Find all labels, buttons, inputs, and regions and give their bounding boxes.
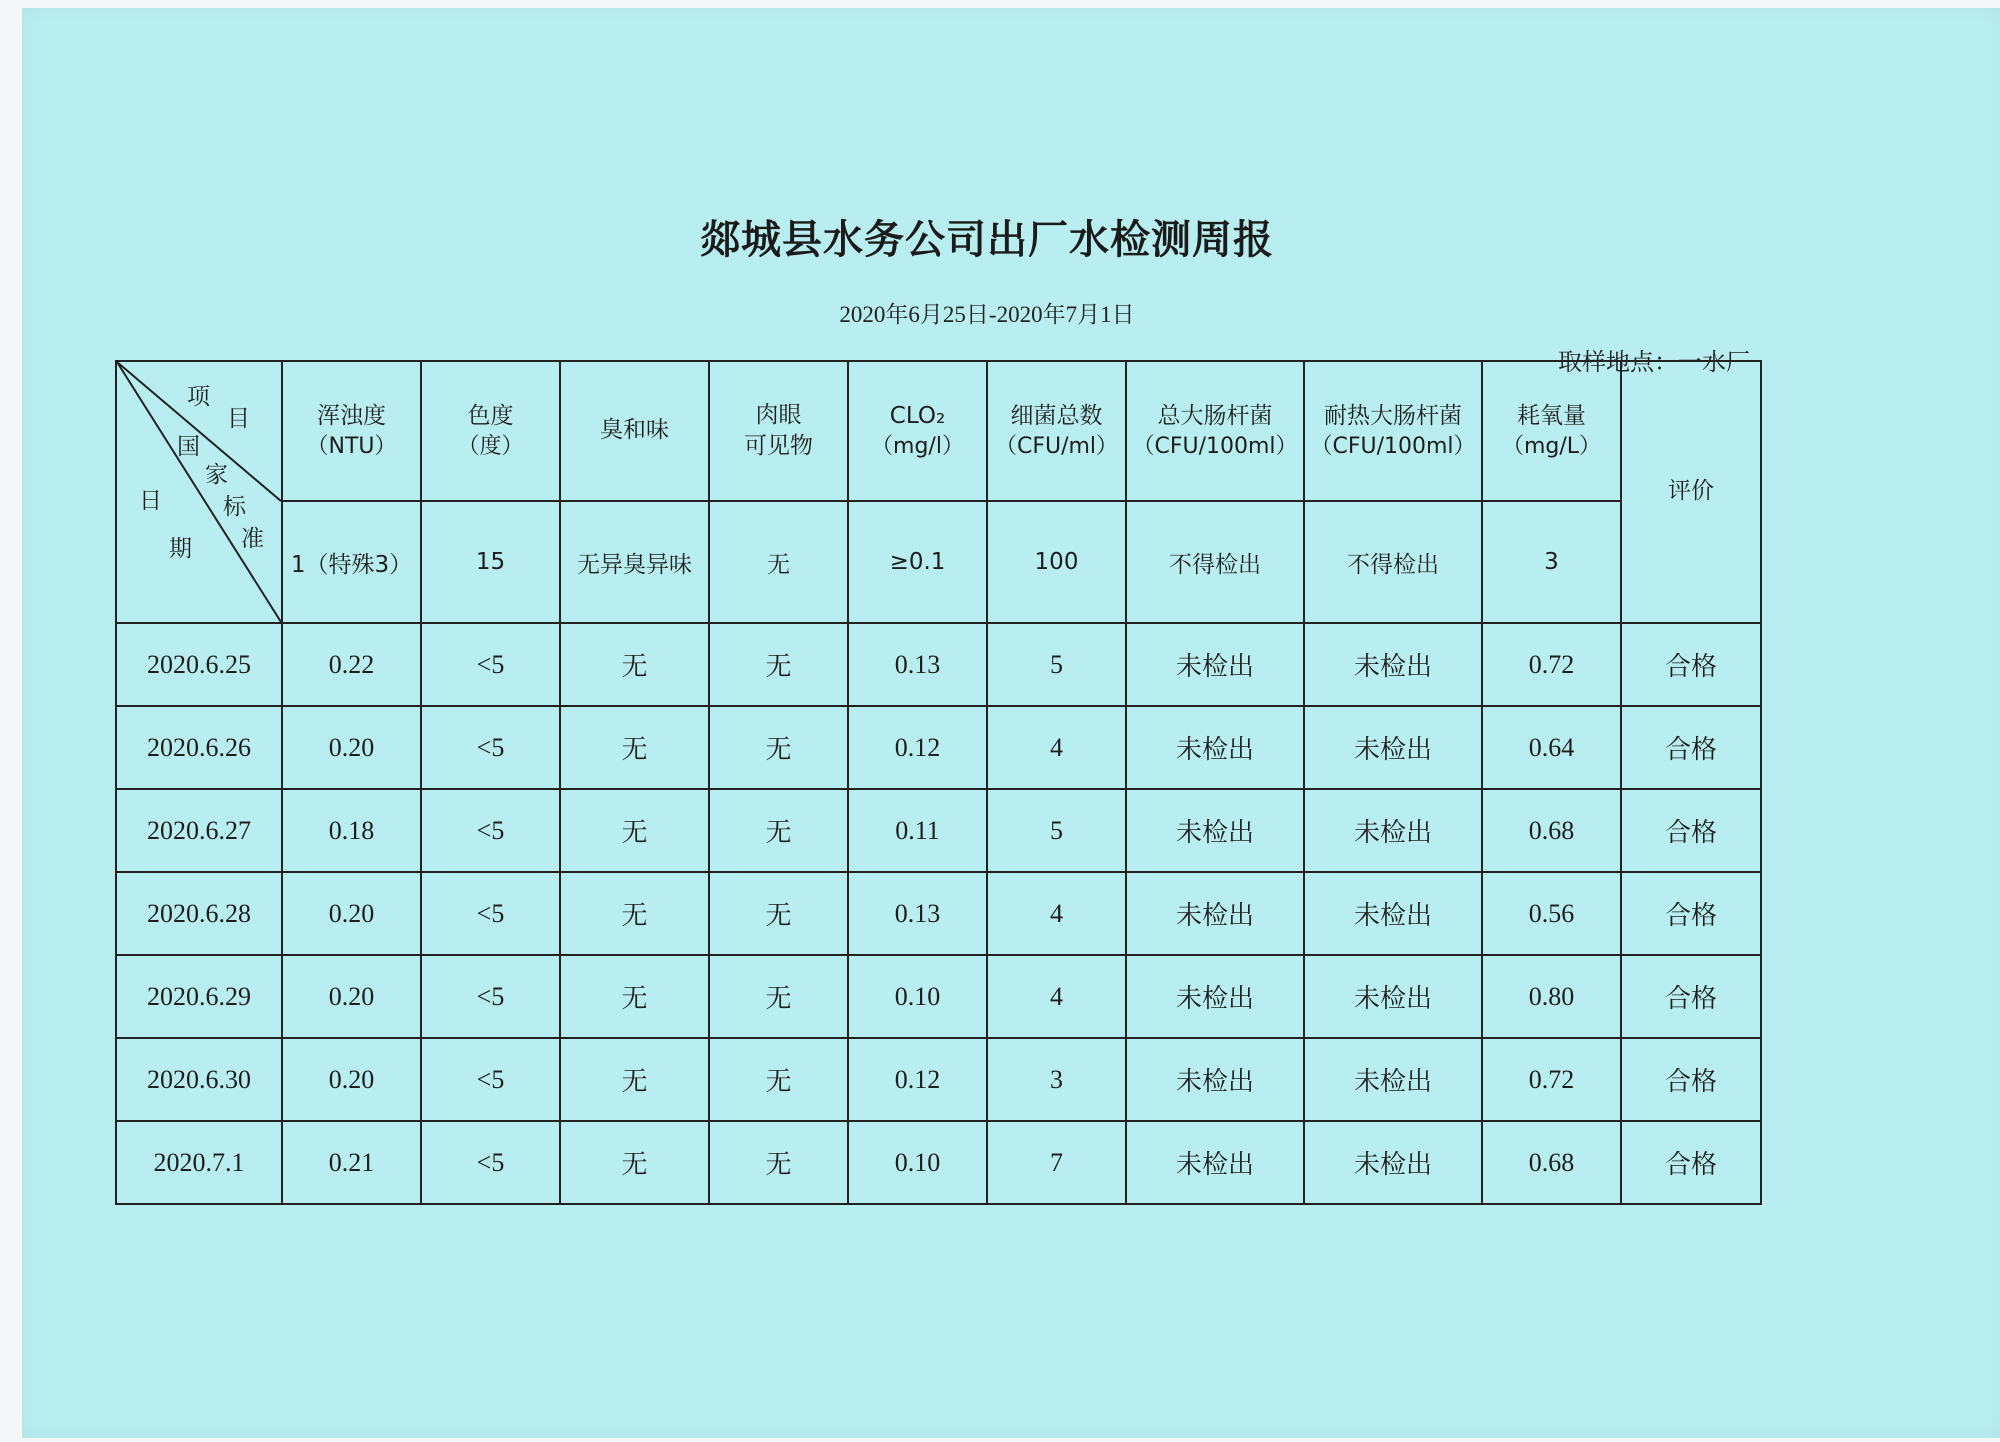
data-cell: 3 [987,1038,1126,1121]
data-cell: 0.68 [1482,1121,1621,1204]
data-cell: 4 [987,872,1126,955]
data-cell: 0.64 [1482,706,1621,789]
data-cell: 0.12 [848,706,987,789]
data-cell: <5 [421,1121,560,1204]
header-odor: 臭和味 [560,361,709,501]
data-cell: 0.12 [848,1038,987,1121]
data-cell: <5 [421,706,560,789]
data-cell: 无 [709,706,848,789]
corner-label-standard-3: 标 [223,494,246,520]
data-cell: 无 [560,706,709,789]
table-row [116,706,1761,789]
date-cell: 2020.6.26 [116,706,282,789]
data-cell: 未检出 [1126,623,1304,706]
evaluation-cell: 合格 [1621,1121,1761,1204]
evaluation-cell: 合格 [1621,872,1761,955]
data-cell: 0.10 [848,1121,987,1204]
data-cell: 未检出 [1304,872,1482,955]
date-cell: 2020.6.30 [116,1038,282,1121]
data-cell: 无 [560,955,709,1038]
data-cell: <5 [421,955,560,1038]
date-cell: 2020.6.25 [116,623,282,706]
data-cell: 无 [709,623,848,706]
data-cell: 未检出 [1304,1121,1482,1204]
header-visible-matter: 肉眼 可见物 [709,361,848,501]
data-cell: 无 [709,955,848,1038]
header-turbidity: 浑浊度 （NTU） [282,361,421,501]
data-cell: 未检出 [1126,1038,1304,1121]
data-cell: 0.80 [1482,955,1621,1038]
data-cell: 无 [560,789,709,872]
data-cell: 4 [987,955,1126,1038]
data-cell: 5 [987,623,1126,706]
data-cell: 0.72 [1482,1038,1621,1121]
data-cell: 无 [709,1121,848,1204]
standard-cell: 无异臭异味 [560,501,709,623]
data-cell: 无 [560,1121,709,1204]
header-evaluation: 评价 [1621,361,1761,623]
data-cell: 0.56 [1482,872,1621,955]
data-cell: 0.13 [848,872,987,955]
data-cell: 未检出 [1304,789,1482,872]
data-cell: 无 [709,872,848,955]
header-clo2: CLO₂ （mg/l） [848,361,987,501]
header-oxygen-consumption: 耗氧量 （mg/L） [1482,361,1621,501]
header-thermotolerant-coliform: 耐热大肠杆菌 （CFU/100ml） [1304,361,1482,501]
header-color: 色度 （度） [421,361,560,501]
data-cell: 未检出 [1304,955,1482,1038]
standard-cell: ≥0.1 [848,501,987,623]
data-cell: 7 [987,1121,1126,1204]
data-cell: 0.72 [1482,623,1621,706]
corner-label-standard-2: 家 [205,462,228,488]
table-row [116,872,1761,955]
evaluation-cell: 合格 [1621,623,1761,706]
corner-label-standard-4: 准 [241,526,264,552]
date-cell: 2020.6.29 [116,955,282,1038]
data-cell: <5 [421,623,560,706]
standard-cell: 15 [421,501,560,623]
data-cell: 未检出 [1126,789,1304,872]
date-cell: 2020.7.1 [116,1121,282,1204]
corner-label-item-2: 目 [227,406,250,432]
table-row [116,1038,1761,1121]
data-cell: 0.20 [282,955,421,1038]
data-cell: 0.22 [282,623,421,706]
evaluation-cell: 合格 [1621,955,1761,1038]
data-cell: 0.10 [848,955,987,1038]
evaluation-cell: 合格 [1621,789,1761,872]
standard-cell: 无 [709,501,848,623]
data-cell: 无 [560,1038,709,1121]
evaluation-cell: 合格 [1621,706,1761,789]
data-cell: 无 [709,1038,848,1121]
standard-cell: 不得检出 [1126,501,1304,623]
date-cell: 2020.6.28 [116,872,282,955]
data-cell: 未检出 [1304,1038,1482,1121]
standard-cell: 100 [987,501,1126,623]
corner-label-date-1: 日 [139,488,162,514]
date-cell: 2020.6.27 [116,789,282,872]
header-row [116,361,1761,501]
standard-cell: 不得检出 [1304,501,1482,623]
data-cell: 无 [709,789,848,872]
data-cell: 5 [987,789,1126,872]
data-cell: <5 [421,789,560,872]
table-row [116,789,1761,872]
data-cell: 未检出 [1304,623,1482,706]
data-cell: 0.20 [282,706,421,789]
corner-label-standard-1: 国 [177,434,200,460]
standard-cell: 3 [1482,501,1621,623]
data-cell: 0.20 [282,1038,421,1121]
evaluation-cell: 合格 [1621,1038,1761,1121]
data-cell: 未检出 [1126,872,1304,955]
sampling-location: 取样地点：一水厂 [1558,348,1750,376]
header-bacteria-count: 细菌总数 （CFU/ml） [987,361,1126,501]
data-cell: 无 [560,872,709,955]
data-cell: 0.11 [848,789,987,872]
report-date-range: 2020年6月25日-2020年7月1日 [839,302,1135,327]
standard-cell: 1（特殊3） [282,501,421,623]
data-cell: 0.21 [282,1121,421,1204]
data-cell: 0.20 [282,872,421,955]
data-cell: 未检出 [1126,706,1304,789]
data-cell: 0.68 [1482,789,1621,872]
data-cell: 无 [560,623,709,706]
data-cell: <5 [421,872,560,955]
table-row [116,1121,1761,1204]
report-title: 郯城县水务公司出厂水检测周报 [700,216,1274,263]
corner-label-date-2: 期 [169,536,192,562]
data-cell: 0.13 [848,623,987,706]
data-cell: 未检出 [1126,955,1304,1038]
water-quality-table [115,360,1762,1205]
header-total-coliform: 总大肠杆菌 （CFU/100ml） [1126,361,1304,501]
data-cell: <5 [421,1038,560,1121]
corner-header-cell [116,361,282,623]
table-row [116,955,1761,1038]
table-row [116,623,1761,706]
data-cell: 未检出 [1126,1121,1304,1204]
standard-row [116,501,1761,623]
corner-label-item-1: 项 [187,384,210,410]
data-cell: 4 [987,706,1126,789]
data-cell: 未检出 [1304,706,1482,789]
data-cell: 0.18 [282,789,421,872]
